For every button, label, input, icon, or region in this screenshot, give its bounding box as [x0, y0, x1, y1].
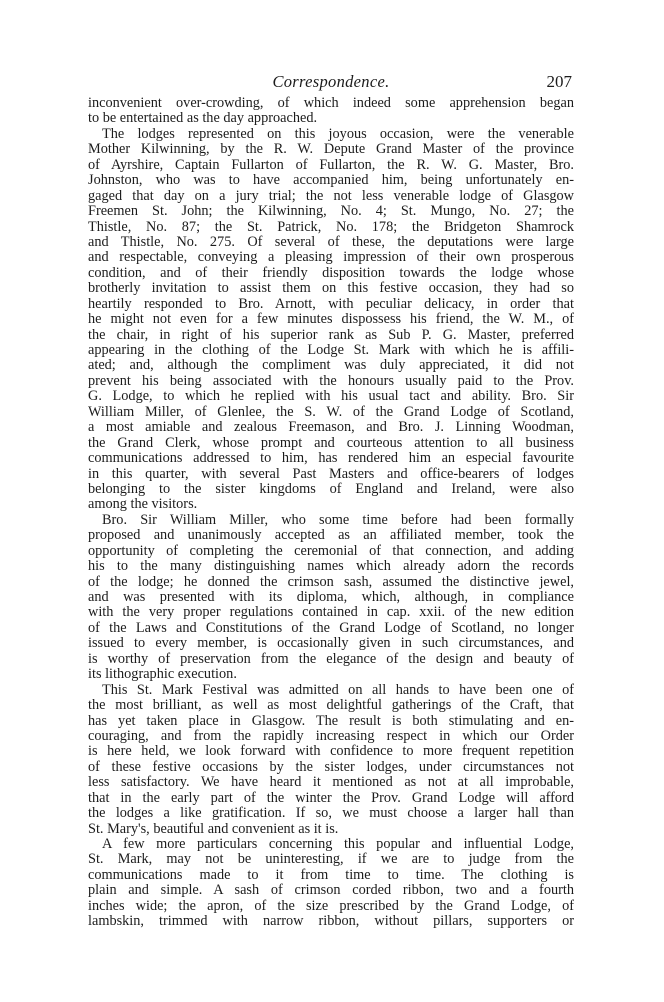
- text-line: communications made to it from time to time. The clothing is: [88, 866, 574, 883]
- text-line: less satisfactory. We have heard it mentioned as not at all improbable,: [88, 774, 574, 791]
- text-line: Mother Kilwinning, by the R. W. Depute Grand Master of the province: [88, 141, 574, 158]
- body-text: [88, 96, 574, 930]
- text-line: heartily responded to Bro. Arnott, with peculiar delicacy, in order that: [88, 295, 574, 312]
- text-line: Thistle, No. 87; the St. Patrick, No. 178; the Bridgeton Shamrock: [88, 218, 574, 235]
- text-line: Freemen St. John; the Kilwinning, No. 4; St. Mungo, No. 27; the: [88, 203, 574, 220]
- text-line: G. Lodge, to which he replied with his usual tact and ability. Bro. Sir: [88, 388, 574, 405]
- text-line: issued to every member, is occasionally given in such circumstances, and: [88, 635, 574, 652]
- text-line: Bro. Sir William Miller, who some time before had been formally: [102, 511, 574, 528]
- text-line: The lodges represented on this joyous occasion, were the venerable: [102, 125, 574, 142]
- text-line: inconvenient over-crowding, of which indeed some apprehension began: [88, 95, 574, 111]
- text-line: of the Laws and Constitutions of the Grand Lodge of Scotland, no longer: [88, 619, 574, 636]
- text-line: Johnston, who was to have accompanied him, being unfortunately en-: [88, 172, 574, 189]
- running-title: Correspondence.: [272, 72, 390, 91]
- text-line: William Miller, of Glenlee, the S. W. of the Grand Lodge of Scotland,: [88, 403, 574, 420]
- text-line: of these festive occasions by the sister lodges, under circumstances not: [88, 758, 574, 775]
- text-line: and Thistle, No. 275. Of several of these, the deputations were large: [88, 233, 574, 250]
- text-line: he might not even for a few minutes dispossess his friend, the W. M., of: [88, 311, 574, 328]
- text-line: has yet taken place in Glasgow. The result is both stimulating and en-: [88, 712, 574, 729]
- paragraph: [88, 127, 574, 513]
- paragraph: [88, 837, 574, 930]
- running-header: [88, 72, 574, 96]
- text-line: the most brilliant, as well as most delightful gatherings of the Craft, that: [88, 697, 574, 714]
- text-line: of Ayrshire, Captain Fullarton of Fullarton, the R. W. G. Master, Bro.: [88, 156, 574, 173]
- text-line: condition, and of their friendly disposition towards the lodge whose: [88, 264, 574, 281]
- text-line: and was presented with its diploma, which, although, in compliance: [88, 589, 574, 605]
- text-line: St. Mary's, beautiful and convenient as it is.: [88, 820, 339, 837]
- text-line: communications addressed to him, has rendered him an especial favourite: [88, 450, 574, 467]
- text-line: St. Mark, may not be uninteresting, if we are to judge from the: [88, 851, 574, 868]
- text-line: inches wide; the apron, of the size prescribed by the Grand Lodge, of: [88, 897, 574, 914]
- text-line: its lithographic execution.: [88, 666, 237, 683]
- text-line: belonging to the sister kingdoms of England and Ireland, were also: [88, 480, 574, 497]
- text-line: the Grand Clerk, whose prompt and courteous attention to all business: [88, 434, 574, 451]
- text-line: proposed and unanimously accepted as an affiliated member, took the: [88, 527, 574, 544]
- page-number: 207: [546, 72, 572, 91]
- text-line: is here held, we look forward with confidence to more frequent repetition: [88, 743, 574, 760]
- text-line: and respectable, conveying a pleasing impression of their own prosperous: [88, 249, 574, 266]
- text-line: appearing in the clothing of the Lodge St. Mark with which he is affili-: [88, 342, 574, 358]
- text-line: with the very proper regulations contained in cap. xxii. of the new edition: [88, 604, 574, 621]
- text-line: prevent his being associated with the honours usually paid to the Prov.: [88, 372, 574, 389]
- paragraph: [88, 96, 574, 127]
- text-line: is worthy of preservation from the elegance of the design and beauty of: [88, 650, 574, 667]
- text-line: the lodges a like gratification. If so, we must choose a larger hall than: [88, 805, 574, 822]
- text-line: in this quarter, with several Past Masters and office-bearers of lodges: [88, 465, 574, 482]
- text-line: his to the many distinguishing names which already adorn the records: [88, 558, 574, 575]
- paragraph: [88, 683, 574, 837]
- text-line: the chair, in right of his superior rank as Sub P. G. Master, preferred: [88, 326, 574, 343]
- text-line: of the lodge; he donned the crimson sash, assumed the distinctive jewel,: [88, 573, 574, 590]
- text-line: plain and simple. A sash of crimson corded ribbon, two and a fourth: [88, 882, 574, 899]
- paragraph: [88, 513, 574, 683]
- text-line: couraging, and from the rapidly increasing respect in which our Order: [88, 727, 574, 744]
- text-line: A few more particulars concerning this popular and influential Lodge,: [102, 836, 574, 852]
- document-page: [88, 72, 574, 930]
- text-line: brotherly invitation to assist them on this festive occasion, they had so: [88, 280, 574, 297]
- text-line: a most amiable and zealous Freemason, and Bro. J. Linning Woodman,: [88, 419, 574, 436]
- text-line: among the visitors.: [88, 496, 198, 513]
- text-line: ated; and, although the compliment was duly appreciated, it did not: [88, 357, 574, 374]
- text-line: to be entertained as the day approached.: [88, 110, 318, 127]
- text-line: lambskin, trimmed with narrow ribbon, without pillars, supporters or: [88, 913, 574, 930]
- text-line: that in the early part of the winter the Prov. Grand Lodge will afford: [88, 789, 574, 806]
- text-line: opportunity of completing the ceremonial of that connection, and adding: [88, 542, 574, 559]
- text-line: gaged that day on a jury trial; the not less venerable lodge of Glasgow: [88, 187, 574, 204]
- text-line: This St. Mark Festival was admitted on all hands to have been one of: [102, 681, 574, 698]
